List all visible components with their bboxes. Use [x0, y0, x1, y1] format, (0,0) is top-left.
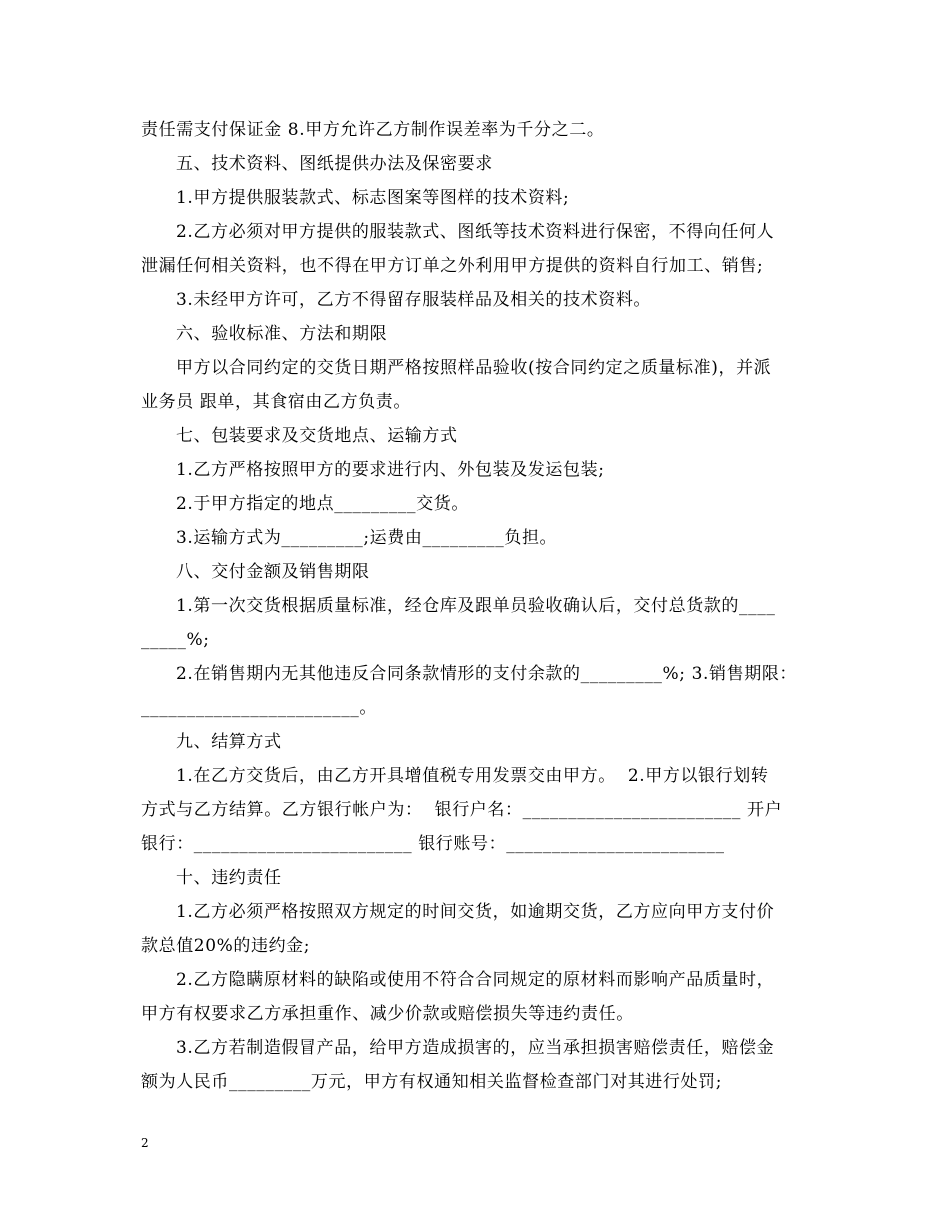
text-line: 2.乙方必须对甲方提供的服装款式、图纸等技术资料进行保密，不得向任何人: [176, 222, 775, 242]
text-line: 款总值20%的违约金;: [141, 936, 311, 956]
text-line: _____%;: [141, 630, 210, 650]
text-line: ________________________。: [141, 698, 377, 718]
text-line: 3.未经甲方许可，乙方不得留存服装样品及相关的技术资料。: [176, 290, 652, 310]
text-line: 2.乙方隐瞒原材料的缺陷或使用不符合合同规定的原材料而影响产品质量时，: [176, 970, 775, 990]
section-heading: 七、包装要求及交货地点、运输方式: [176, 426, 458, 446]
section-heading: 十、违约责任: [176, 868, 282, 888]
text-line: 甲方以合同约定的交货日期严格按照样品验收(按合同约定之质量标准)，并派: [176, 358, 772, 378]
text-line: 2.于甲方指定的地点_________交货。: [176, 494, 469, 514]
section-heading: 九、结算方式: [176, 732, 282, 752]
section-heading: 五、技术资料、图纸提供办法及保密要求: [176, 154, 493, 174]
text-line: 1.乙方严格按照甲方的要求进行内、外包装及发运包装;: [176, 460, 605, 480]
section-heading: 八、交付金额及销售期限: [176, 562, 370, 582]
text-line: 3.乙方若制造假冒产品，给甲方造成损害的，应当承担损害赔偿责任，赔偿金: [176, 1038, 775, 1058]
document-body: [141, 113, 811, 1099]
text-line: 1.第一次交货根据质量标准，经仓库及跟单员验收确认后，交付总货款的____: [176, 596, 776, 616]
text-line: 泄漏任何相关资料，也不得在甲方订单之外利用甲方提供的资料自行加工、销售;: [141, 256, 764, 276]
text-line: 3.运输方式为_________;运费由_________负担。: [176, 528, 558, 548]
text-line: 2.在销售期内无其他违反合同条款情形的支付余款的_________%; 3.销售期限：: [176, 664, 798, 684]
text-line: 甲方有权要求乙方承担重作、减少价款或赔偿损失等违约责任。: [141, 1004, 634, 1024]
text-line: 业务员 跟单，其食宿由乙方负责。: [141, 392, 412, 412]
text-line: 额为人民币_________万元，甲方有权通知相关监督检查部门对其进行处罚;: [141, 1072, 723, 1092]
text-line: 银行：________________________ 银行账号：________________________: [141, 834, 725, 854]
text-line: 责任需支付保证金 8.甲方允许乙方制作误差率为千分之二。: [141, 120, 605, 140]
text-line: 1.乙方必须严格按照双方规定的时间交货，如逾期交货，乙方应向甲方支付价: [176, 902, 775, 922]
text-line: 1.在乙方交货后，由乙方开具增值税专用发票交由甲方。 2.甲方以银行划转: [176, 766, 769, 786]
section-heading: 六、验收标准、方法和期限: [176, 324, 388, 344]
text-line: 1.甲方提供服装款式、标志图案等图样的技术资料;: [176, 188, 570, 208]
page-number: 2: [141, 1136, 149, 1150]
text-line: 方式与乙方结算。乙方银行帐户为： 银行户名：________________________ 开户: [141, 800, 783, 820]
